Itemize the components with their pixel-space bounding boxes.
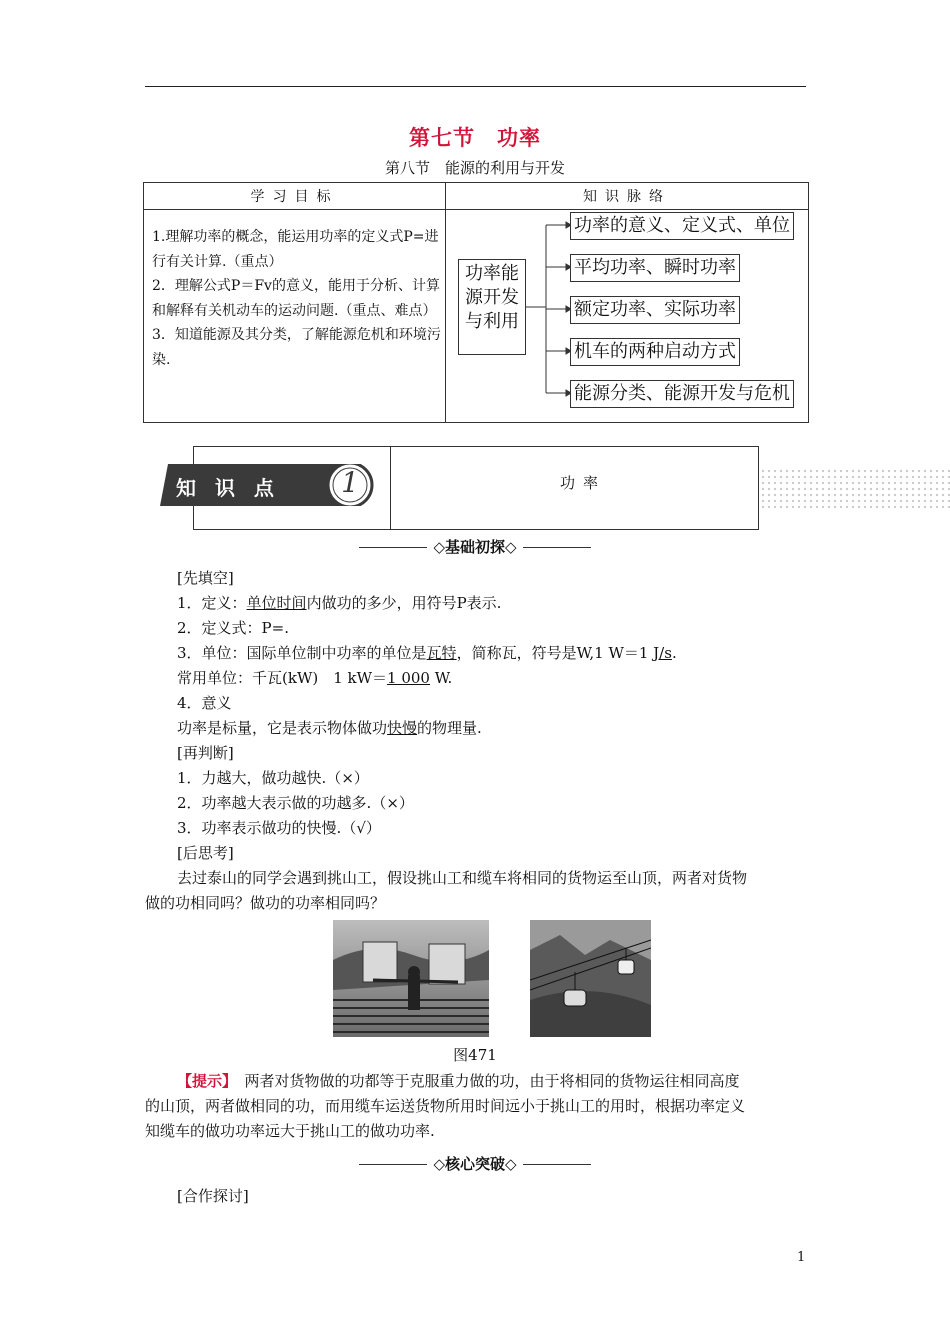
heading-line	[359, 1164, 427, 1165]
hint-line-2: 的山顶，两者做相同的功，而用缆车运送货物所用时间远小于挑山工的用时，根据功率定义	[145, 1097, 746, 1115]
hint-tag: 【提示】	[177, 1072, 230, 1090]
fill-line-4	[177, 666, 452, 691]
mindmap-node: 平均功率、瞬时功率	[570, 254, 740, 282]
text: 内做功的多少，用符号P表示.	[306, 594, 502, 612]
hint-line-3: 知缆车的做功功率远大于挑山工的做功功率.	[145, 1122, 435, 1140]
fill-line-6	[177, 716, 482, 741]
knowledge-point-badge-text: 知 识 点	[176, 476, 280, 500]
section-heading-basic	[0, 536, 950, 557]
objective-item: 1.理解功率的概念，能运用功率的定义式P=进行有关计算.（重点）	[152, 229, 439, 270]
fill-line-1	[177, 591, 501, 616]
judge-item: 3．功率表示做功的快慢.（√）	[177, 819, 381, 837]
think-question-line: 做的功相同吗？做功的功率相同吗？	[145, 894, 386, 912]
knowledge-point-divider	[390, 447, 391, 529]
porter-photo	[333, 920, 489, 1037]
mindmap-node: 能源分类、能源开发与危机	[570, 380, 794, 408]
text: 1．定义：	[177, 594, 247, 612]
answer-underline: 瓦特	[426, 644, 457, 662]
heading-text: ◇核心突破◇	[433, 1155, 517, 1173]
mindmap-root: 功率能源开发与利用	[458, 259, 526, 355]
fill-line-2: 2．定义式：P=.	[177, 619, 289, 637]
table-header-knowledge-map: 知识脉络	[583, 189, 671, 205]
text: 两者对货物做的功都等于克服重力做的功，由于将相同的货物运往相同高度	[229, 1072, 740, 1090]
heading-line	[523, 547, 591, 548]
answer-underline: 单位时间	[246, 594, 307, 612]
text: ，简称瓦，符号是W,1 W＝1	[456, 644, 654, 662]
text: 3．单位：国际单位制中功率的单位是	[177, 644, 427, 662]
text: .	[671, 644, 677, 662]
header-rule	[145, 86, 806, 87]
fill-blank-tag: [先填空]	[177, 569, 234, 587]
text: W.	[429, 669, 453, 687]
heading-line	[359, 547, 427, 548]
mindmap-node: 额定功率、实际功率	[570, 296, 740, 324]
text: 功率是标量，它是表示物体做功	[177, 719, 388, 737]
heading-line	[523, 1164, 591, 1165]
knowledge-point-number: 1	[341, 466, 359, 499]
judge-item: 1．力越大，做功越快.（×）	[177, 769, 369, 787]
page-number: 1	[797, 1250, 806, 1265]
table-header-row	[144, 183, 808, 210]
fill-line-3	[177, 641, 677, 666]
section-heading-core	[0, 1153, 950, 1174]
think-tag: [后思考]	[177, 844, 234, 862]
objective-item: 2．理解公式P＝Fv的意义，能用于分析、计算和解释有关机动车的运动问题.（重点、难点）	[152, 278, 440, 319]
heading-text: ◇基础初探◇	[433, 538, 517, 556]
table-divider	[445, 183, 446, 422]
chapter-title: 第七节 功率	[409, 126, 541, 150]
decorative-dot-pattern	[760, 468, 950, 508]
think-question-line: 去过泰山的同学会遇到挑山工，假设挑山工和缆车将相同的货物运至山顶，两者对货物	[177, 869, 748, 887]
text: 的物理量.	[417, 719, 482, 737]
cable-car-photo	[530, 920, 651, 1037]
mindmap-node: 机车的两种启动方式	[570, 338, 740, 366]
objective-item: 3．知道能源及其分类，了解能源危机和环境污染.	[152, 327, 441, 368]
mindmap-node: 功率的意义、定义式、单位	[570, 212, 794, 240]
objectives-table	[143, 182, 809, 423]
answer-underline: 1 000	[387, 669, 430, 687]
fill-line-5: 4．意义	[177, 694, 232, 712]
mindmap-connectors	[526, 203, 576, 413]
coop-tag: [合作探讨]	[177, 1187, 249, 1205]
objectives-list	[152, 225, 442, 372]
judge-tag: [再判断]	[177, 744, 234, 762]
hint-line-1	[177, 1069, 740, 1094]
text: 常用单位：千瓦(kW) 1 kW＝	[177, 669, 388, 687]
answer-underline: J/s	[653, 644, 672, 662]
knowledge-point-topic: 功率	[560, 474, 607, 492]
section-subtitle: 第八节 能源的利用与开发	[384, 159, 565, 177]
judge-item: 2．功率越大表示做的功越多.（×）	[177, 794, 414, 812]
table-header-objectives: 学习目标	[250, 189, 339, 205]
figure-caption: 图471	[453, 1046, 497, 1064]
answer-underline: 快慢	[387, 719, 418, 737]
